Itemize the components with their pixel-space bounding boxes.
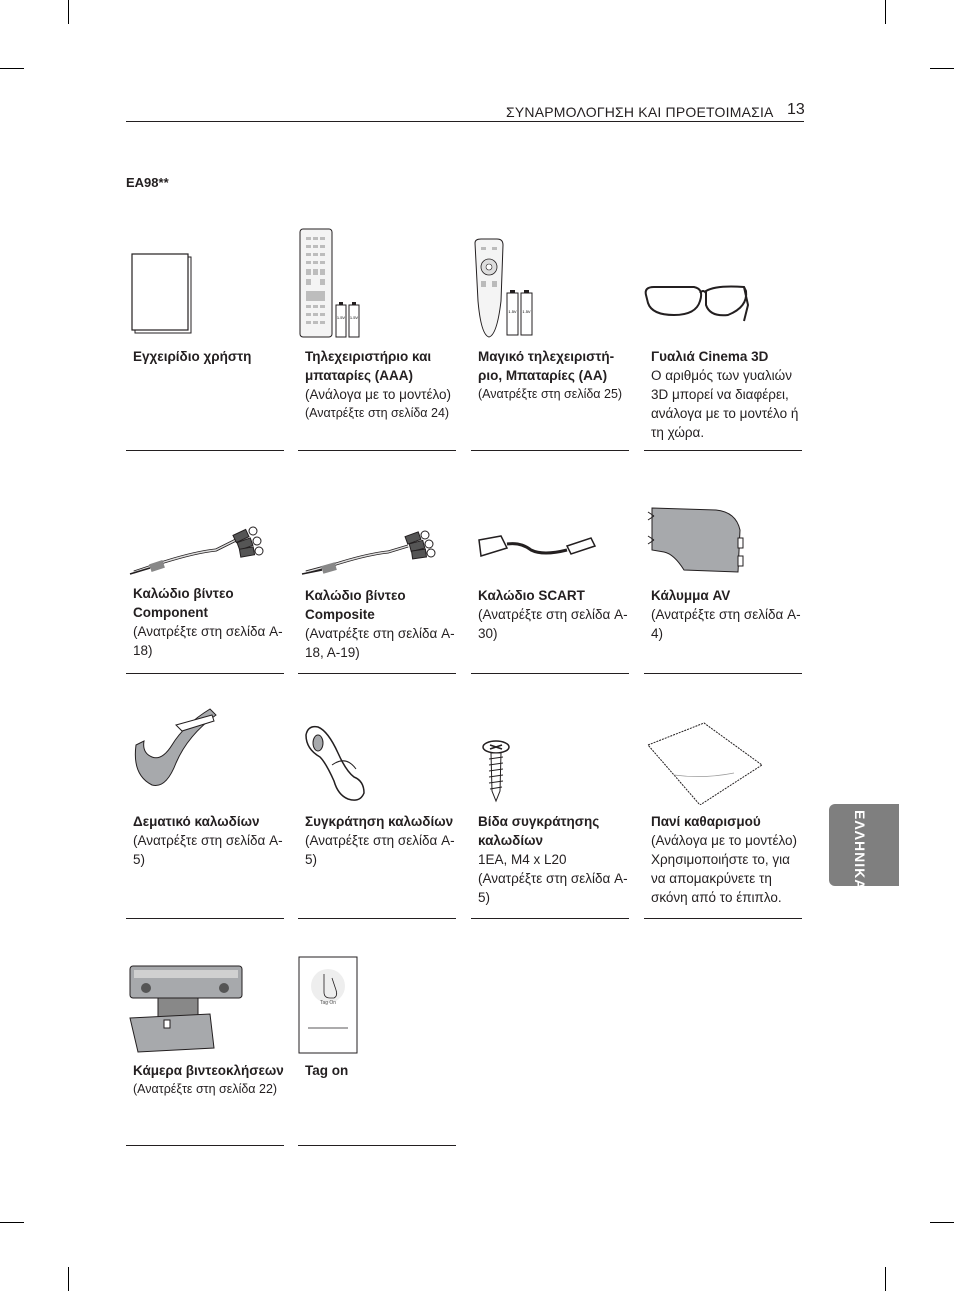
battery-label: 1.5V [349, 315, 359, 320]
item-note: (Ανατρέξτε στη σελίδα A-5) [133, 833, 283, 867]
glasses-icon [644, 225, 802, 340]
crop-mark [930, 68, 954, 69]
section-title: ΣΥΝΑΡΜΟΛΟΓΗΣΗ ΚΑΙ ΠΡΟΕΤΟΙΜΑΣΙΑ [506, 104, 774, 120]
item-note: (Ανάλογα με το μοντέλο) [651, 833, 798, 848]
item-rule [644, 673, 802, 674]
item-note: (Ανάλογα με το μοντέλο) [305, 387, 452, 402]
item-rule [298, 673, 456, 674]
composite-cable-icon [298, 500, 456, 580]
item-rule [298, 918, 456, 919]
manual-icon [126, 225, 284, 340]
item-note: Χρησιμοποιήστε το, για να απομακρύνετε τη σκόνη από το έπιπλο. [651, 852, 790, 905]
item-name: Καλώδιο βίντεο Component [133, 586, 234, 620]
item-name: Tag on [305, 1063, 349, 1078]
item-name: Εγχειρίδιο χρήστη [133, 349, 252, 364]
item-note: (Ανατρέξτε στη σελίδα A-18, A-19) [305, 626, 455, 660]
crop-mark [885, 1267, 886, 1291]
item-name: Πανί καθαρισμού [651, 814, 761, 829]
item-name: Γυαλιά Cinema 3D [651, 349, 769, 364]
item-name: Κάμερα βιντεοκλήσεων [133, 1063, 284, 1078]
item-ref: (Ανατρέξτε στη σελίδα 22) [133, 1082, 278, 1096]
tag-on-label: Tag On [319, 1000, 337, 1006]
crop-mark [68, 0, 69, 24]
header-rule [126, 121, 804, 122]
item-rule [298, 1145, 456, 1146]
screw-icon [471, 705, 629, 805]
item-name: Καλώδιο βίντεο Composite [305, 588, 406, 622]
item-name: Δεματικό καλωδίων [133, 814, 260, 829]
item-rule [126, 450, 284, 451]
crop-mark [68, 1267, 69, 1291]
item-note: Ο αριθμός των γυαλιών 3D μπορεί να διαφέρει, ανάλογα με το μοντέλο ή τη χώρα. [651, 368, 799, 440]
scart-cable-icon [471, 500, 629, 580]
item-name: Τηλεχειριστήριο και μπαταρίες (AAA) [305, 349, 432, 383]
cable-holder-icon [298, 705, 456, 805]
item-rule [126, 918, 284, 919]
item-name: Συγκράτηση καλωδίων [305, 814, 454, 829]
item-note: 1EA, M4 x L20 [478, 852, 567, 867]
item-ref: (Ανατρέξτε στη σελίδα 25) [478, 387, 623, 401]
crop-mark [885, 0, 886, 24]
item-name: Μαγικό τηλεχειριστή-ριο, Μπαταρίες (AA) [478, 349, 615, 383]
item-rule [471, 450, 629, 451]
remote-icon [298, 225, 456, 340]
tag-on-icon [298, 956, 456, 1056]
item-ref: (Ανατρέξτε στη σελίδα 24) [305, 406, 450, 420]
crop-mark [0, 68, 24, 69]
language-tab [829, 804, 899, 891]
battery-label: 1.5V [508, 309, 517, 314]
cable-tie-icon [126, 705, 284, 805]
crop-mark [930, 1222, 954, 1223]
item-rule [298, 450, 456, 451]
page-number: 13 [787, 101, 805, 118]
item-rule [644, 918, 802, 919]
item-name: Κάλυμμα AV [651, 588, 731, 603]
language-tab-label: ΕΛΛΗΝΙΚΑ [852, 810, 868, 891]
camera-icon [126, 956, 284, 1056]
model-label: EA98** [126, 175, 169, 190]
item-rule [471, 673, 629, 674]
battery-label: 1.5V [522, 309, 531, 314]
item-note: (Ανατρέξτε στη σελίδα A-30) [478, 607, 628, 641]
item-name: Βίδα συγκράτησης καλωδίων [478, 814, 600, 848]
cleaning-cloth-icon [644, 705, 802, 805]
av-cover-icon [644, 500, 802, 580]
crop-mark [0, 1222, 24, 1223]
item-note: (Ανατρέξτε στη σελίδα A-5) [478, 871, 628, 905]
item-name: Καλώδιο SCART [478, 588, 585, 603]
item-rule [126, 673, 284, 674]
item-rule [644, 450, 802, 451]
item-rule [471, 918, 629, 919]
item-note: (Ανατρέξτε στη σελίδα A-18) [133, 624, 283, 658]
battery-label: 1.5V [336, 315, 346, 320]
magic-remote-icon [471, 225, 629, 340]
component-cable-icon [126, 500, 284, 580]
item-rule [126, 1145, 284, 1146]
item-note: (Ανατρέξτε στη σελίδα A-4) [651, 607, 801, 641]
item-note: (Ανατρέξτε στη σελίδα A-5) [305, 833, 455, 867]
